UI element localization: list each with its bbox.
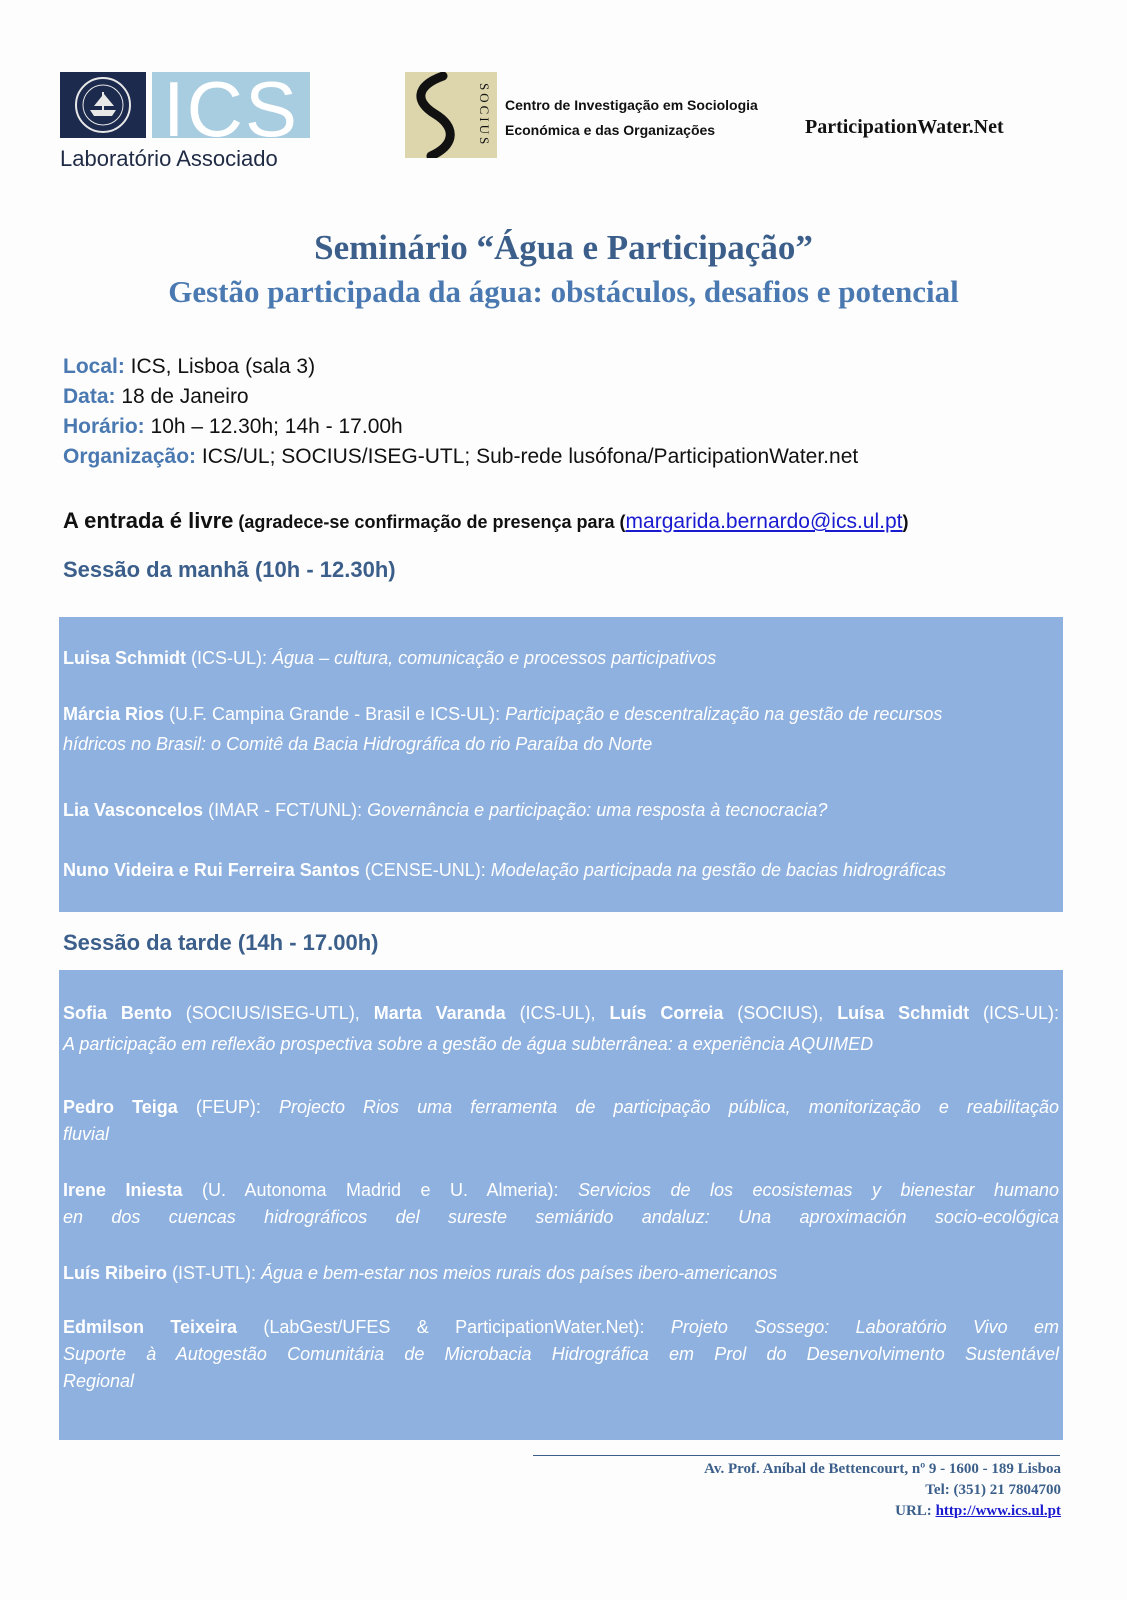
affiliation: (SOCIUS/ISEG-UTL), (171, 1003, 374, 1023)
talk-title: Governância e participação: uma resposta à tecnocracia? (362, 800, 828, 820)
talk-title: Projecto Rios uma ferramenta de participação pública, monitorização e reabilitação (260, 1097, 1059, 1117)
ics-block (152, 65, 310, 153)
talk-row (63, 1029, 1059, 1059)
footer-address: Av. Prof. Aníbal de Bettencourt, nº 9 - 1600 - 189 Lisboa (704, 1461, 1061, 1477)
info-local (63, 352, 858, 382)
footer (704, 1459, 1061, 1522)
affiliation: (U.F. Campina Grande - Brasil e ICS-UL): (164, 704, 501, 724)
morning-panel (59, 617, 1063, 912)
org-value: ICS/UL; SOCIUS/ISEG-UTL; Sub-rede lusófona/ParticipationWater.net (196, 445, 859, 468)
horario-label: Horário: (63, 415, 145, 438)
afternoon-panel (59, 970, 1063, 1440)
afternoon-heading: Sessão da tarde (14h - 17.00h) (63, 930, 379, 955)
participation-water-net: ParticipationWater.Net (805, 116, 1004, 138)
talk-row (63, 1204, 1059, 1231)
speaker: Sofia Bento (63, 1003, 172, 1023)
footer-divider (533, 1455, 1060, 1456)
footer-tel: Tel: (351) 21 7804700 (925, 1482, 1061, 1498)
talk-row (63, 1258, 1059, 1288)
socius-line-2: Económica e das Organizações (505, 122, 716, 138)
footer-url-line (704, 1501, 1061, 1522)
email-link[interactable]: margarida.bernardo@ics.ul.pt (625, 510, 903, 533)
talk-row (63, 1368, 1059, 1395)
talk-row (63, 1314, 1059, 1341)
speaker: Lia Vasconcelos (63, 800, 204, 820)
talk-title-cont: fluvial (63, 1124, 110, 1144)
local-label: Local: (63, 355, 125, 378)
horario-value: 10h – 12.30h; 14h - 17.00h (144, 415, 403, 438)
affiliation: (U. Autonoma Madrid e U. Almeria): (182, 1180, 559, 1200)
affiliation: (IST-UTL): (167, 1263, 257, 1283)
talk-title: A participação em reflexão prospectiva sobre a gestão de água subterrânea: a experiência AQUIMED (63, 1034, 874, 1054)
affiliation: (CENSE-UNL): (359, 860, 486, 880)
data-value: 18 de Janeiro (115, 385, 249, 408)
talk-row (63, 795, 1059, 825)
talk-row (63, 998, 1059, 1028)
speaker: Irene Iniesta (63, 1180, 183, 1200)
affiliation: (FEUP): (177, 1097, 261, 1117)
affiliation: (ICS-UL): (969, 1003, 1059, 1023)
speaker: Márcia Rios (63, 704, 165, 724)
talk-row (63, 1121, 1059, 1148)
talk-title: Água – cultura, comunicação e processos participativos (267, 648, 717, 668)
entry-note (63, 508, 909, 534)
ics-letters: ICS (162, 65, 300, 153)
confirmation-note: (agradece-se confirmação de presença para ( (233, 512, 626, 532)
talk-title: Projeto Sossego: Laboratório Vivo em (644, 1317, 1059, 1337)
university-seal-icon (60, 72, 146, 138)
talk-title: Água e bem-estar nos meios rurais dos países ibero-americanos (256, 1263, 778, 1283)
affiliation: (ICS-UL): (186, 648, 268, 668)
affiliation: (SOCIUS), (723, 1003, 838, 1023)
footer-url-label: URL: (895, 1503, 936, 1519)
speaker: Nuno Videira e Rui Ferreira Santos (63, 860, 360, 880)
speaker: Pedro Teiga (63, 1097, 178, 1117)
talk-title: Modelação participada na gestão de bacias hidrográficas (485, 860, 947, 880)
info-data (63, 382, 858, 412)
affiliation: (ICS-UL), (505, 1003, 610, 1023)
affiliation: (LabGest/UFES & ParticipationWater.Net): (237, 1317, 645, 1337)
talk-row (63, 643, 1059, 673)
talk-row (63, 1341, 1059, 1368)
footer-url-link[interactable]: http://www.ics.ul.pt (935, 1503, 1061, 1519)
talk-row (63, 699, 1059, 759)
talk-row (63, 1094, 1059, 1121)
affiliation: (IMAR - FCT/UNL): (203, 800, 363, 820)
ics-subtitle: Laboratório Associado (60, 146, 278, 171)
talk-title: Participação e descentralização na gestão de recursos (500, 704, 943, 724)
morning-heading: Sessão da manhã (10h - 12.30h) (63, 557, 396, 582)
confirmation-close: ) (902, 512, 909, 532)
talk-row (63, 1177, 1059, 1204)
socius-name (505, 93, 758, 143)
page-title: Seminário “Água e Participação” (314, 228, 813, 267)
talk-title-cont: en dos cuencas hidrográficos del sureste semiárido andaluz: Una aproximación socio-ecológica (63, 1207, 1059, 1227)
speaker: Luísa Schmidt (837, 1003, 970, 1023)
free-entry: A entrada é livre (63, 508, 234, 533)
socius-vertical-text: SOCIUS (477, 82, 492, 148)
data-label: Data: (63, 385, 116, 408)
speaker: Luisa Schmidt (63, 648, 187, 668)
speaker: Luís Ribeiro (63, 1263, 168, 1283)
talk-row (63, 855, 1059, 885)
event-info (63, 352, 858, 472)
org-label: Organização: (63, 445, 197, 468)
speaker: Luís Correia (609, 1003, 724, 1023)
ics-logo (60, 65, 310, 182)
page-subtitle: Gestão participada da água: obstáculos, desafios e potencial (168, 274, 959, 309)
socius-line-1: Centro de Investigação em Sociologia (505, 97, 758, 113)
local-value: ICS, Lisboa (sala 3) (124, 355, 316, 378)
speaker: Edmilson Teixeira (63, 1317, 238, 1337)
speaker: Marta Varanda (373, 1003, 506, 1023)
talk-title-cont: Regional (63, 1371, 135, 1391)
talk-title-cont: Suporte à Autogestão Comunitária de Microbacia Hidrográfica em Prol do Desenvolvimento Sustentável (63, 1344, 1059, 1364)
info-horario (63, 412, 858, 442)
info-organizacao (63, 442, 858, 472)
talk-title-cont: hídricos no Brasil: o Comitê da Bacia Hidrográfica do rio Paraíba do Norte (63, 734, 653, 754)
talk-title: Servicios de los ecosistemas y bienestar humano (558, 1180, 1060, 1200)
